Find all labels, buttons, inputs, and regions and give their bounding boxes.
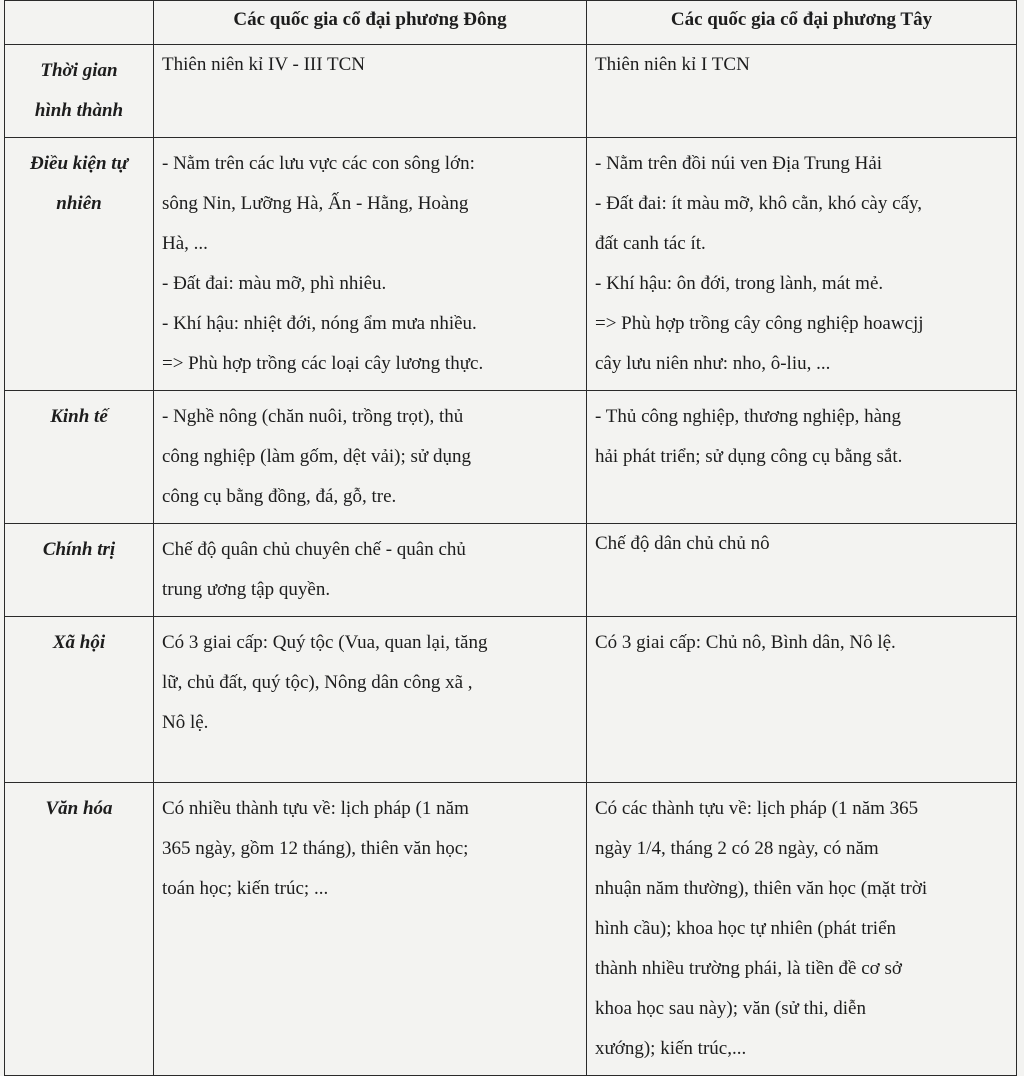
west-cell: Thiên niên kỉ I TCN bbox=[587, 45, 1017, 138]
east-cell: Chế độ quân chủ chuyên chế - quân chủ trung ương tập quyền. bbox=[154, 524, 587, 617]
header-west: Các quốc gia cổ đại phương Tây bbox=[587, 1, 1017, 45]
west-cell: Có các thành tựu về: lịch pháp (1 năm 365 ngày 1/4, tháng 2 có 28 ngày, có năm nhuận năm thường), thiên văn học (mặt trời hình cầu); khoa học tự nhiên (phát triển thành nhiều trường phái, là tiền đề cơ sở khoa học sau này); văn (sử thi, diễn xướng); kiến trúc,... bbox=[587, 783, 1017, 1076]
row-natural-conditions bbox=[5, 138, 1017, 391]
east-cell: Có nhiều thành tựu về: lịch pháp (1 năm 365 ngày, gồm 12 tháng), thiên văn học; toán học; kiến trúc; ... bbox=[154, 783, 587, 1076]
east-cell: Có 3 giai cấp: Quý tộc (Vua, quan lại, tăng lữ, chủ đất, quý tộc), Nông dân công xã , Nô lệ. bbox=[154, 617, 587, 783]
west-cell: Chế độ dân chủ chủ nô bbox=[587, 524, 1017, 617]
header-east: Các quốc gia cổ đại phương Đông bbox=[154, 1, 587, 45]
row-society bbox=[5, 617, 1017, 783]
west-cell: - Nằm trên đồi núi ven Địa Trung Hải - Đất đai: ít màu mỡ, khô cằn, khó cày cấy, đất canh tác ít. - Khí hậu: ôn đới, trong lành, mát mẻ. => Phù hợp trồng cây công nghiệp hoawcjj cây lưu niên như: nho, ô-liu, ... bbox=[587, 138, 1017, 391]
row-economy bbox=[5, 391, 1017, 524]
row-label: Điều kiện tự nhiên bbox=[5, 138, 154, 391]
row-label: Kinh tế bbox=[5, 391, 154, 524]
row-label: Văn hóa bbox=[5, 783, 154, 1076]
row-culture bbox=[5, 783, 1017, 1076]
header-row bbox=[5, 1, 1017, 45]
header-corner bbox=[5, 1, 154, 45]
row-politics bbox=[5, 524, 1017, 617]
west-cell: Có 3 giai cấp: Chủ nô, Bình dân, Nô lệ. bbox=[587, 617, 1017, 783]
east-cell: - Nghề nông (chăn nuôi, trồng trọt), thủ công nghiệp (làm gốm, dệt vải); sử dụng công cụ bằng đồng, đá, gỗ, tre. bbox=[154, 391, 587, 524]
east-cell: - Nằm trên các lưu vực các con sông lớn: sông Nin, Lưỡng Hà, Ấn - Hằng, Hoàng Hà, ... - Đất đai: màu mỡ, phì nhiêu. - Khí hậu: nhiệt đới, nóng ẩm mưa nhiều. => Phù hợp trồng các loại cây lương thực. bbox=[154, 138, 587, 391]
comparison-table bbox=[4, 0, 1017, 1076]
east-cell: Thiên niên kỉ IV - III TCN bbox=[154, 45, 587, 138]
row-label: Xã hội bbox=[5, 617, 154, 783]
row-formation-time bbox=[5, 45, 1017, 138]
row-label: Chính trị bbox=[5, 524, 154, 617]
west-cell: - Thủ công nghiệp, thương nghiệp, hàng hải phát triển; sử dụng công cụ bằng sắt. bbox=[587, 391, 1017, 524]
row-label: Thời gian hình thành bbox=[5, 45, 154, 138]
